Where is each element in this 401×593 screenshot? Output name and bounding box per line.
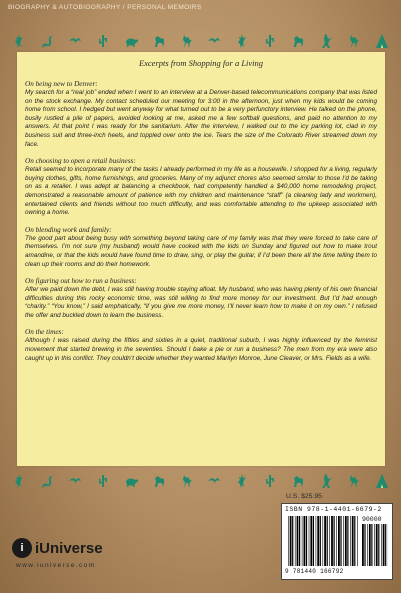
- flute-player-icon: [319, 473, 333, 489]
- barcode-bar: [304, 516, 306, 566]
- excerpt-panel: [17, 52, 385, 466]
- bottom-icon-row: [12, 470, 389, 492]
- excerpt-section: [25, 157, 377, 218]
- coyote-icon: [180, 473, 194, 489]
- section-heading: On choosing to open a retail business:: [25, 157, 136, 166]
- barcode-bar: [347, 516, 348, 566]
- horse-icon: [291, 33, 305, 49]
- section-text: My search for a “real job” ended when I went to an interview at a Denver-based telecommunications company that was listed on the stock exchange. My contact scheduled our meeting for 3:00 in the afternoon, just when my kids would be coming home from school. I hedged but went anyway for what turned out to be a very perfunctory interview. He talked on the phone, busily rustled a pile of papers, avoided looking at me, asked me a few softball questions, and paid no attention to my answers. At that point I was ready for the sanitarium. After the interview, I walked out to the icy parking lot, clad in my business suit and three-inch heels, and toppled over onto the ice. Tears the size of the Colorado River streamed down my face.: [25, 89, 377, 148]
- teepee-icon: [375, 33, 389, 49]
- turtle-icon: [124, 33, 138, 49]
- excerpt-section: [25, 226, 377, 269]
- lizard-icon: [235, 473, 249, 489]
- price-label: U.S. $25.95: [286, 493, 322, 500]
- excerpt-section: [25, 328, 377, 363]
- turtle-icon: [124, 473, 138, 489]
- addon-bars: [362, 524, 388, 566]
- bird-icon: [207, 473, 221, 489]
- coyote-icon: [180, 33, 194, 49]
- lizard-icon: [12, 473, 26, 489]
- barcode-bar: [295, 516, 296, 566]
- cactus-icon: [96, 33, 110, 49]
- barcode-bar: [320, 516, 321, 566]
- section-text: The good part about being busy with something beyond taking care of my family was that they were forced to take care of themselves. I’m not sure (my husband) would have cooked with the kids on Sunday and figured out how to make trout amandine, or that the kids would have found time to draw, sing, or play the guitar, if I’d been there all the time telling them to clean up their rooms and do their homework.: [25, 234, 377, 268]
- barcode-bar: [340, 516, 341, 566]
- barcode-bar: [324, 516, 326, 566]
- cactus-icon: [263, 33, 277, 49]
- barcode-bar: [323, 516, 324, 566]
- barcode-bar: [362, 524, 364, 566]
- barcode-bar: [364, 524, 365, 566]
- barcode-bar: [292, 516, 293, 566]
- barcode-bar: [302, 516, 303, 566]
- publisher-url: www.iuniverse.com: [16, 562, 96, 569]
- category-label: BIOGRAPHY & AUTOBIOGRAPHY / PERSONAL MEMOIRS: [8, 4, 202, 11]
- barcode-bar: [334, 516, 335, 566]
- barcode-bar: [357, 516, 358, 566]
- barcode-bar: [310, 516, 312, 566]
- barcode-bar: [288, 516, 289, 566]
- bird-icon: [68, 473, 82, 489]
- barcode-bar: [385, 524, 386, 566]
- barcode-bar: [327, 516, 328, 566]
- addon-number: 90000: [362, 516, 382, 523]
- barcode-bar: [371, 524, 372, 566]
- barcode-bar: [306, 516, 307, 566]
- horse-icon: [152, 33, 166, 49]
- cactus-icon: [96, 473, 110, 489]
- barcode-bar: [350, 516, 351, 566]
- snake-icon: [40, 473, 54, 489]
- barcode: [281, 503, 393, 580]
- cactus-icon: [263, 473, 277, 489]
- barcode-bar: [381, 524, 382, 566]
- section-text: Although I was raised during the fifties and sixties in a quiet, traditional suburb, I was highly influenced by the feminist movement that started brewing in the seventies. Should I bake a pie or run a business? The men from my era were also caught up in this conflict. They couldn’t decide whether they wanted Marilyn Monroe, June Cleaver, or Mrs. Fields as a wife.: [25, 337, 377, 362]
- coyote-icon: [347, 33, 361, 49]
- isbn-label: ISBN 978-1-4401-6679-2: [285, 506, 382, 513]
- bird-icon: [207, 33, 221, 49]
- barcode-bar: [297, 516, 299, 566]
- barcode-bars: [288, 516, 358, 566]
- section-heading: On figuring out how to run a business:: [25, 277, 137, 286]
- publisher-name: iUniverse: [35, 539, 103, 557]
- section-text: After we paid down the debt, I was still having trouble staying afloat. My husband, who was having plenty of his own financial difficulties during this rocky economic time, was still willing to find more money for our investment. But I’d had enough “charity.” “You know,” I said emphatically, “if you give me more money, I’ll never learn how to make it on my own.” I refused the offer and buckled down to learn the business.: [25, 286, 377, 319]
- lizard-icon: [12, 33, 26, 49]
- bird-icon: [68, 33, 82, 49]
- barcode-number: 9 781440 166792: [285, 568, 344, 575]
- top-icon-row: [12, 30, 389, 52]
- barcode-bar: [316, 516, 317, 566]
- barcode-bar: [345, 516, 347, 566]
- horse-icon: [152, 473, 166, 489]
- barcode-bar: [376, 524, 378, 566]
- excerpt-body: [25, 80, 377, 371]
- panel-title: Excerpts from Shopping for a Living: [138, 58, 264, 68]
- barcode-bar: [374, 524, 375, 566]
- horse-icon: [291, 473, 305, 489]
- barcode-bar: [352, 516, 354, 566]
- section-text: Retail seemed to incorporate many of the tasks I already performed in my life as a housewife. I shopped for a living, regularly buying clothes, gifts, home furnishings, and groceries. Many of my adjunct chores also seemed similar to those I’d be taking on as a retailer. I was adept at balancing a checkbook, had competently handled a $40,000 home remodeling project, demonstrated a reasonable amount of patience with my children and maintenance “staff” (a cleaning lady and workmen), entertained clients and friends without too much difficulty, and was comfortable attending to the upkeep associated with owning a home.: [25, 166, 377, 217]
- barcode-bar: [383, 524, 385, 566]
- teepee-icon: [375, 473, 389, 489]
- flute-player-icon: [319, 33, 333, 49]
- section-heading: On blending work and family:: [25, 225, 112, 234]
- barcode-bar: [309, 516, 310, 566]
- barcode-bar: [378, 524, 379, 566]
- section-heading: On the times:: [25, 328, 64, 337]
- barcode-bar: [354, 516, 355, 566]
- excerpt-section: [25, 80, 377, 149]
- excerpt-section: [25, 277, 377, 320]
- barcode-bar: [331, 516, 333, 566]
- publisher-logo-icon: i: [12, 538, 32, 558]
- barcode-bar: [313, 516, 314, 566]
- barcode-bar: [336, 516, 337, 566]
- barcode-bar: [338, 516, 340, 566]
- barcode-bar: [290, 516, 292, 566]
- barcode-bar: [299, 516, 300, 566]
- barcode-bar: [369, 524, 371, 566]
- publisher-logo: [12, 538, 103, 558]
- barcode-bar: [329, 516, 330, 566]
- barcode-bar: [343, 516, 344, 566]
- section-heading: On being new to Denver:: [25, 80, 98, 88]
- barcode-bar: [367, 524, 368, 566]
- snake-icon: [40, 33, 54, 49]
- coyote-icon: [347, 473, 361, 489]
- barcode-bar: [317, 516, 319, 566]
- lizard-icon: [235, 33, 249, 49]
